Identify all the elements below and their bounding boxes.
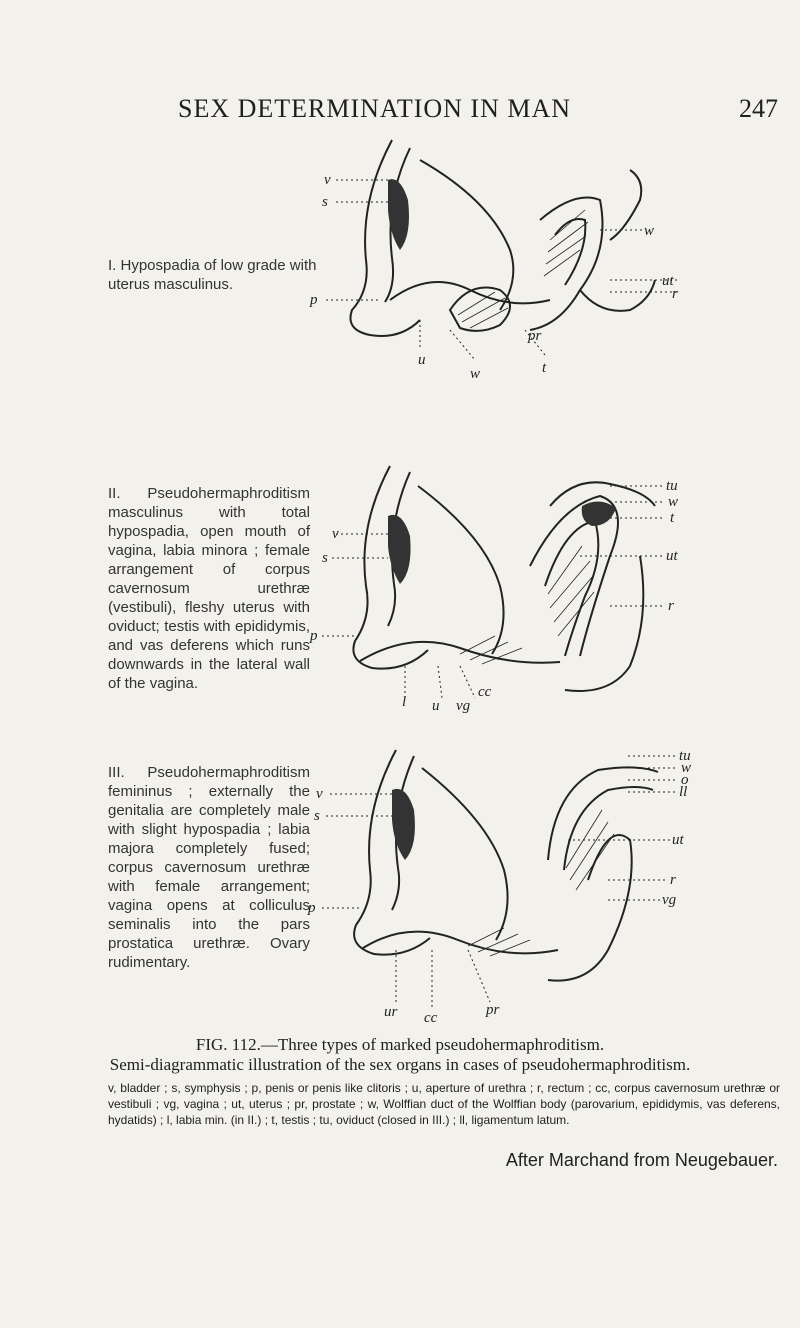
bladder-outline (350, 140, 420, 336)
label-vg: vg (456, 698, 471, 714)
page-number: 247 (739, 94, 778, 123)
page-header (0, 94, 800, 128)
bladder-outline (354, 750, 430, 955)
caption-type-one: I. Hypospadia of low grade with uterus masculinus. (108, 257, 317, 293)
label-w2: w (470, 366, 481, 382)
symphysis-shape (388, 515, 411, 584)
label-r: r (670, 872, 676, 888)
testis-shape (582, 501, 616, 526)
label-ll: ll (679, 784, 688, 800)
label-r: r (672, 286, 678, 302)
label-ur: ur (384, 1004, 398, 1020)
running-title: SEX DETERMINATION IN MAN (178, 94, 572, 123)
label-w: w (644, 223, 655, 239)
label-w: w (668, 494, 679, 510)
label-v: v (316, 786, 323, 802)
figure-one-diagram (300, 140, 680, 382)
label-s: s (322, 550, 328, 566)
label-tu: tu (679, 748, 691, 764)
label-w: w (681, 760, 692, 776)
label-l: l (402, 694, 407, 710)
label-ut: ut (666, 548, 678, 564)
label-ut: ut (662, 273, 674, 289)
label-s: s (314, 808, 320, 824)
figure-credit: After Marchand from Neugebauer. (505, 1150, 778, 1170)
label-t: t (542, 360, 547, 376)
bladder-outline (353, 466, 428, 669)
label-s: s (322, 194, 328, 210)
label-ut: ut (672, 832, 684, 848)
label-p: p (308, 900, 316, 916)
figure-subcaption: Semi-diagrammatic illustration of the sex organs in cases of pseudohermaphroditism. (109, 1055, 691, 1074)
label-v: v (332, 526, 339, 542)
label-vg: vg (662, 892, 677, 908)
label-o: o (681, 772, 689, 788)
label-cc: cc (478, 684, 492, 700)
label-pr: pr (528, 328, 542, 344)
label-v: v (324, 172, 331, 188)
figure-three-diagram (308, 748, 698, 1026)
label-u: u (418, 352, 426, 368)
label-p: p (310, 628, 318, 644)
label-t: t (670, 510, 675, 526)
figure-caption: FIG. 112.—Three types of marked pseudohermaphroditism. (195, 1035, 605, 1054)
label-u: u (432, 698, 440, 714)
label-pr: pr (486, 1002, 500, 1018)
label-r: r (668, 598, 674, 614)
figure-legend: v, bladder ; s, symphysis ; p, penis or penis like clitoris ; u, aperture of urethra ; r, rectum ; cc, corpus cavernosum urethræ or vestibuli ; vg, vagina ; ut, uterus ; pr, prostate ; w, Wolffian duct of the Wolffian body (parovarium, epididymis, vas deferens, hydatids) ; l, labia min. (in II.) ; t, testis ; tu, oviduct (closed in III.) ; ll, ligamentum latum. (108, 1081, 780, 1127)
label-tu: tu (666, 478, 678, 494)
label-cc: cc (424, 1010, 438, 1026)
caption-type-two: II. Pseudohermaphroditism masculinus with total hypospadia, open mouth of vagina, labia minora ; female arrangement of corpus cavernosum urethræ (vestibuli), fleshy uterus with oviduct; testis with epididymis, and vas deferens which runs downwards in the lateral wall of the vagina. (108, 485, 310, 692)
caption-type-three: III. Pseudohermaphroditism femininus ; externally the genitalia are completely male with slight hypospadia ; labia majora completely fused; corpus cavernosum urethræ with female arrangement; vagina opens at colliculus seminalis into the pars prostatica urethræ. Ovary rudimentary. (108, 764, 310, 971)
label-p: p (310, 292, 318, 308)
rectum-outline (548, 835, 632, 981)
figure-two-diagram (310, 466, 690, 714)
